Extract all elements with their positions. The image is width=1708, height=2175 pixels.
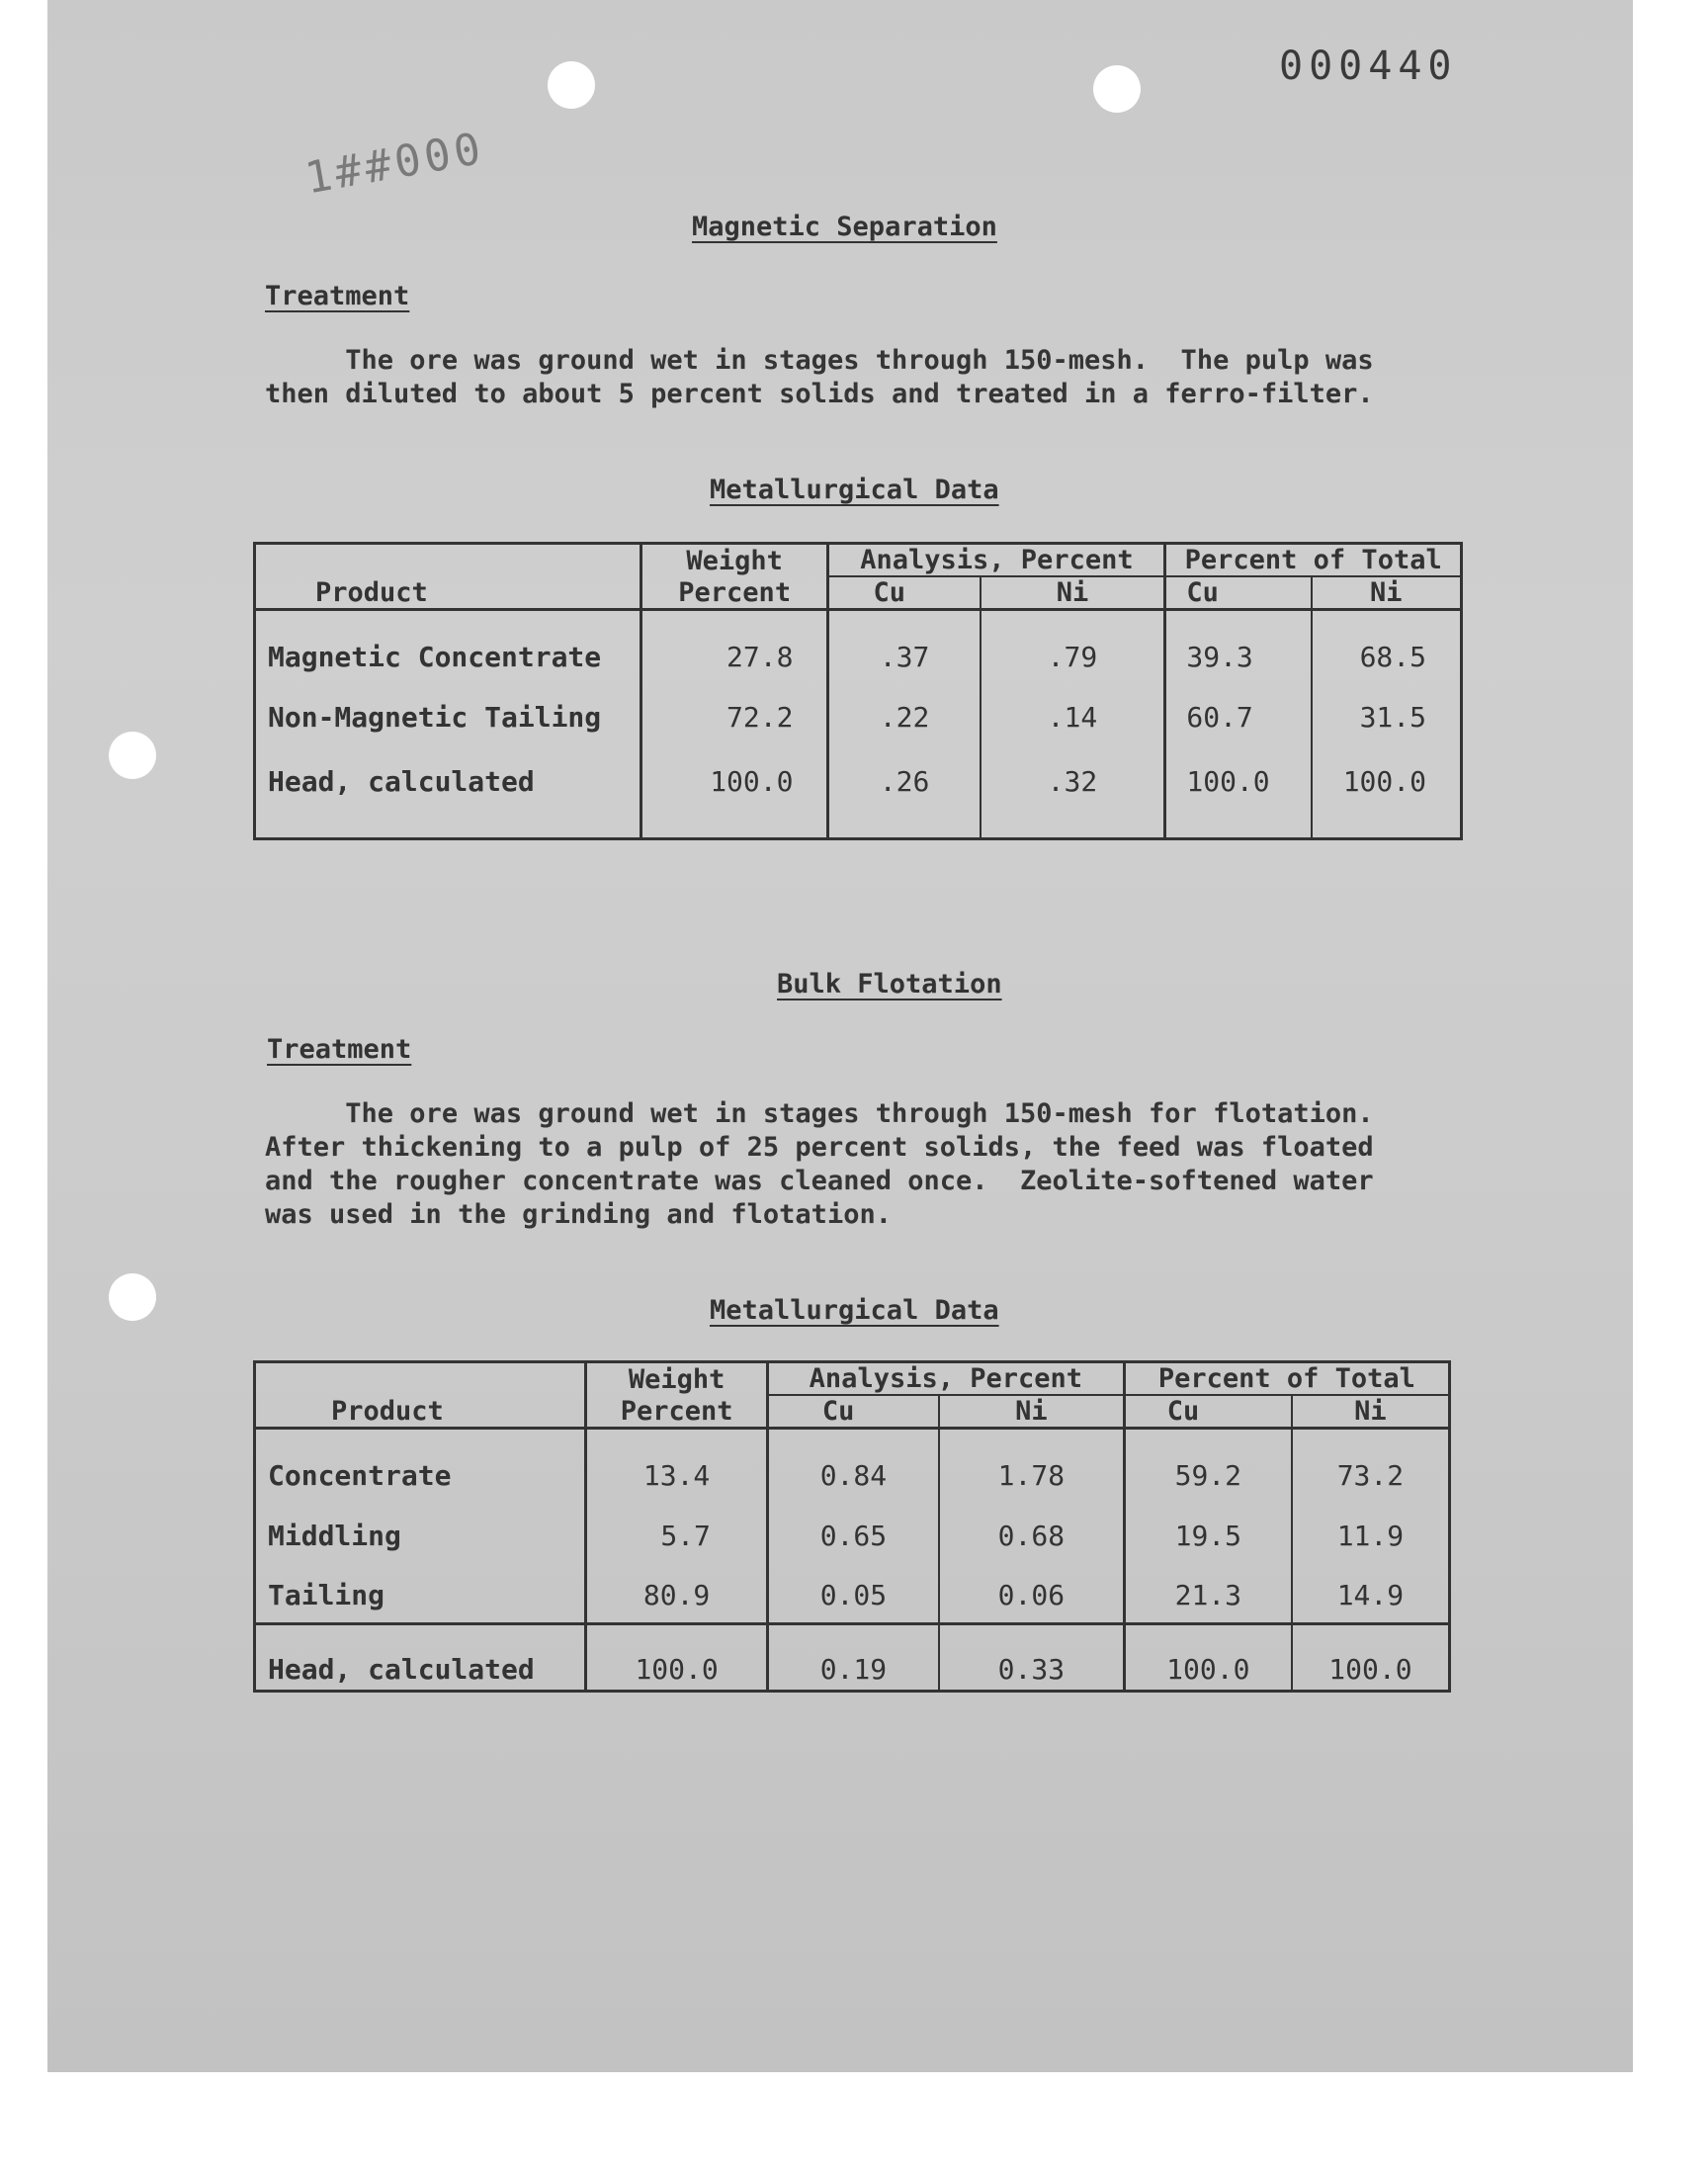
- row-total-ni: 68.5: [1312, 610, 1462, 685]
- table-row: [255, 1504, 1450, 1569]
- row-weight: 13.4: [586, 1429, 768, 1504]
- header-weight-percent: Percent: [586, 1395, 768, 1429]
- row-cu: .22: [828, 685, 981, 750]
- row-total-cu: 59.2: [1124, 1429, 1292, 1504]
- table-title-2: Metallurgical Data: [710, 1295, 999, 1326]
- header-product: Product: [255, 1362, 586, 1429]
- treatment-heading-2: Treatment: [267, 1034, 412, 1065]
- row-ni: 0.68: [939, 1504, 1124, 1569]
- header-total-ni: Ni: [1312, 576, 1462, 610]
- row-weight: 100.0: [640, 750, 828, 839]
- handwritten-mark: 1##000: [300, 123, 488, 205]
- punch-hole-top-left: [548, 61, 595, 109]
- row-weight: 27.8: [640, 610, 828, 685]
- header-analysis-cu: Cu: [767, 1395, 939, 1429]
- row-total-cu: 100.0: [1165, 750, 1312, 839]
- row-product: Middling: [268, 1520, 401, 1552]
- row-weight: 100.0: [586, 1624, 768, 1692]
- row-total-cu: 21.3: [1124, 1569, 1292, 1624]
- row-weight: 72.2: [640, 685, 828, 750]
- row-product: Head, calculated: [268, 1653, 535, 1686]
- section-title-magnetic: Magnetic Separation: [692, 212, 997, 242]
- row-ni: 0.06: [939, 1569, 1124, 1624]
- row-ni: 0.33: [939, 1624, 1124, 1692]
- row-total-cu: 19.5: [1124, 1504, 1292, 1569]
- row-total-ni: 73.2: [1292, 1429, 1450, 1504]
- row-product: Non-Magnetic Tailing: [268, 701, 602, 734]
- header-percent-total: Percent of Total: [1165, 544, 1462, 577]
- header-analysis: Analysis, Percent: [828, 544, 1165, 577]
- document-page: [47, 0, 1633, 2072]
- treatment-heading-1: Treatment: [265, 281, 410, 311]
- treatment-paragraph-1: The ore was ground wet in stages through 150-mesh. The pulp was then diluted to about 5 percent solids and treated in a ferro-filter.: [265, 345, 1374, 409]
- row-cu: 0.65: [767, 1504, 939, 1569]
- row-cu: .26: [828, 750, 981, 839]
- metallurgical-table-2: [253, 1360, 1451, 1693]
- table-row: [255, 1569, 1450, 1624]
- section-title-bulk-flotation: Bulk Flotation: [777, 969, 1002, 1000]
- header-analysis: Analysis, Percent: [767, 1362, 1124, 1396]
- punch-hole-left-2: [109, 1273, 156, 1321]
- row-cu: 0.05: [767, 1569, 939, 1624]
- row-total-cu: 60.7: [1165, 685, 1312, 750]
- row-total-cu: 39.3: [1165, 610, 1312, 685]
- header-weight: Weight: [640, 544, 828, 577]
- document-number: 000440: [1279, 44, 1458, 89]
- table-row: [255, 750, 1462, 839]
- row-total-ni: 100.0: [1292, 1624, 1450, 1692]
- header-analysis-ni: Ni: [981, 576, 1165, 610]
- table-row: [255, 685, 1462, 750]
- row-ni: .32: [981, 750, 1165, 839]
- row-ni: .14: [981, 685, 1165, 750]
- row-weight: 5.7: [586, 1504, 768, 1569]
- treatment-paragraph-2: The ore was ground wet in stages through 150-mesh for flotation. After thickening to a pulp of 25 percent solids, the feed was floated and the rougher concentrate was cleaned once. Zeolite-softened water was used in the grinding and flotation.: [265, 1098, 1374, 1230]
- row-total-ni: 14.9: [1292, 1569, 1450, 1624]
- row-cu: .37: [828, 610, 981, 685]
- table-row: [255, 1624, 1450, 1692]
- table-row: [255, 610, 1462, 685]
- header-total-cu: Cu: [1165, 576, 1312, 610]
- metallurgical-table-1: [253, 542, 1463, 840]
- header-total-ni: Ni: [1292, 1395, 1450, 1429]
- row-product: Magnetic Concentrate: [268, 640, 602, 673]
- header-weight-percent: Percent: [640, 576, 828, 610]
- row-product: Tailing: [255, 1569, 586, 1624]
- table-row: [255, 1429, 1450, 1504]
- table-title-1: Metallurgical Data: [710, 475, 999, 505]
- header-analysis-cu: Cu: [828, 576, 981, 610]
- row-total-ni: 11.9: [1292, 1504, 1450, 1569]
- header-analysis-ni: Ni: [939, 1395, 1124, 1429]
- row-cu: 0.19: [767, 1624, 939, 1692]
- row-total-ni: 100.0: [1312, 750, 1462, 839]
- row-cu: 0.84: [767, 1429, 939, 1504]
- header-total-cu: Cu: [1124, 1395, 1292, 1429]
- row-product: Concentrate: [268, 1458, 452, 1492]
- punch-hole-top-right: [1093, 65, 1141, 113]
- header-product: Product: [255, 544, 641, 610]
- row-weight: 80.9: [586, 1569, 768, 1624]
- row-ni: 1.78: [939, 1429, 1124, 1504]
- row-ni: .79: [981, 610, 1165, 685]
- header-percent-total: Percent of Total: [1124, 1362, 1449, 1396]
- row-total-cu: 100.0: [1124, 1624, 1292, 1692]
- header-weight: Weight: [586, 1362, 768, 1396]
- row-product: Head, calculated: [268, 765, 535, 799]
- row-total-ni: 31.5: [1312, 685, 1462, 750]
- punch-hole-left-1: [109, 732, 156, 779]
